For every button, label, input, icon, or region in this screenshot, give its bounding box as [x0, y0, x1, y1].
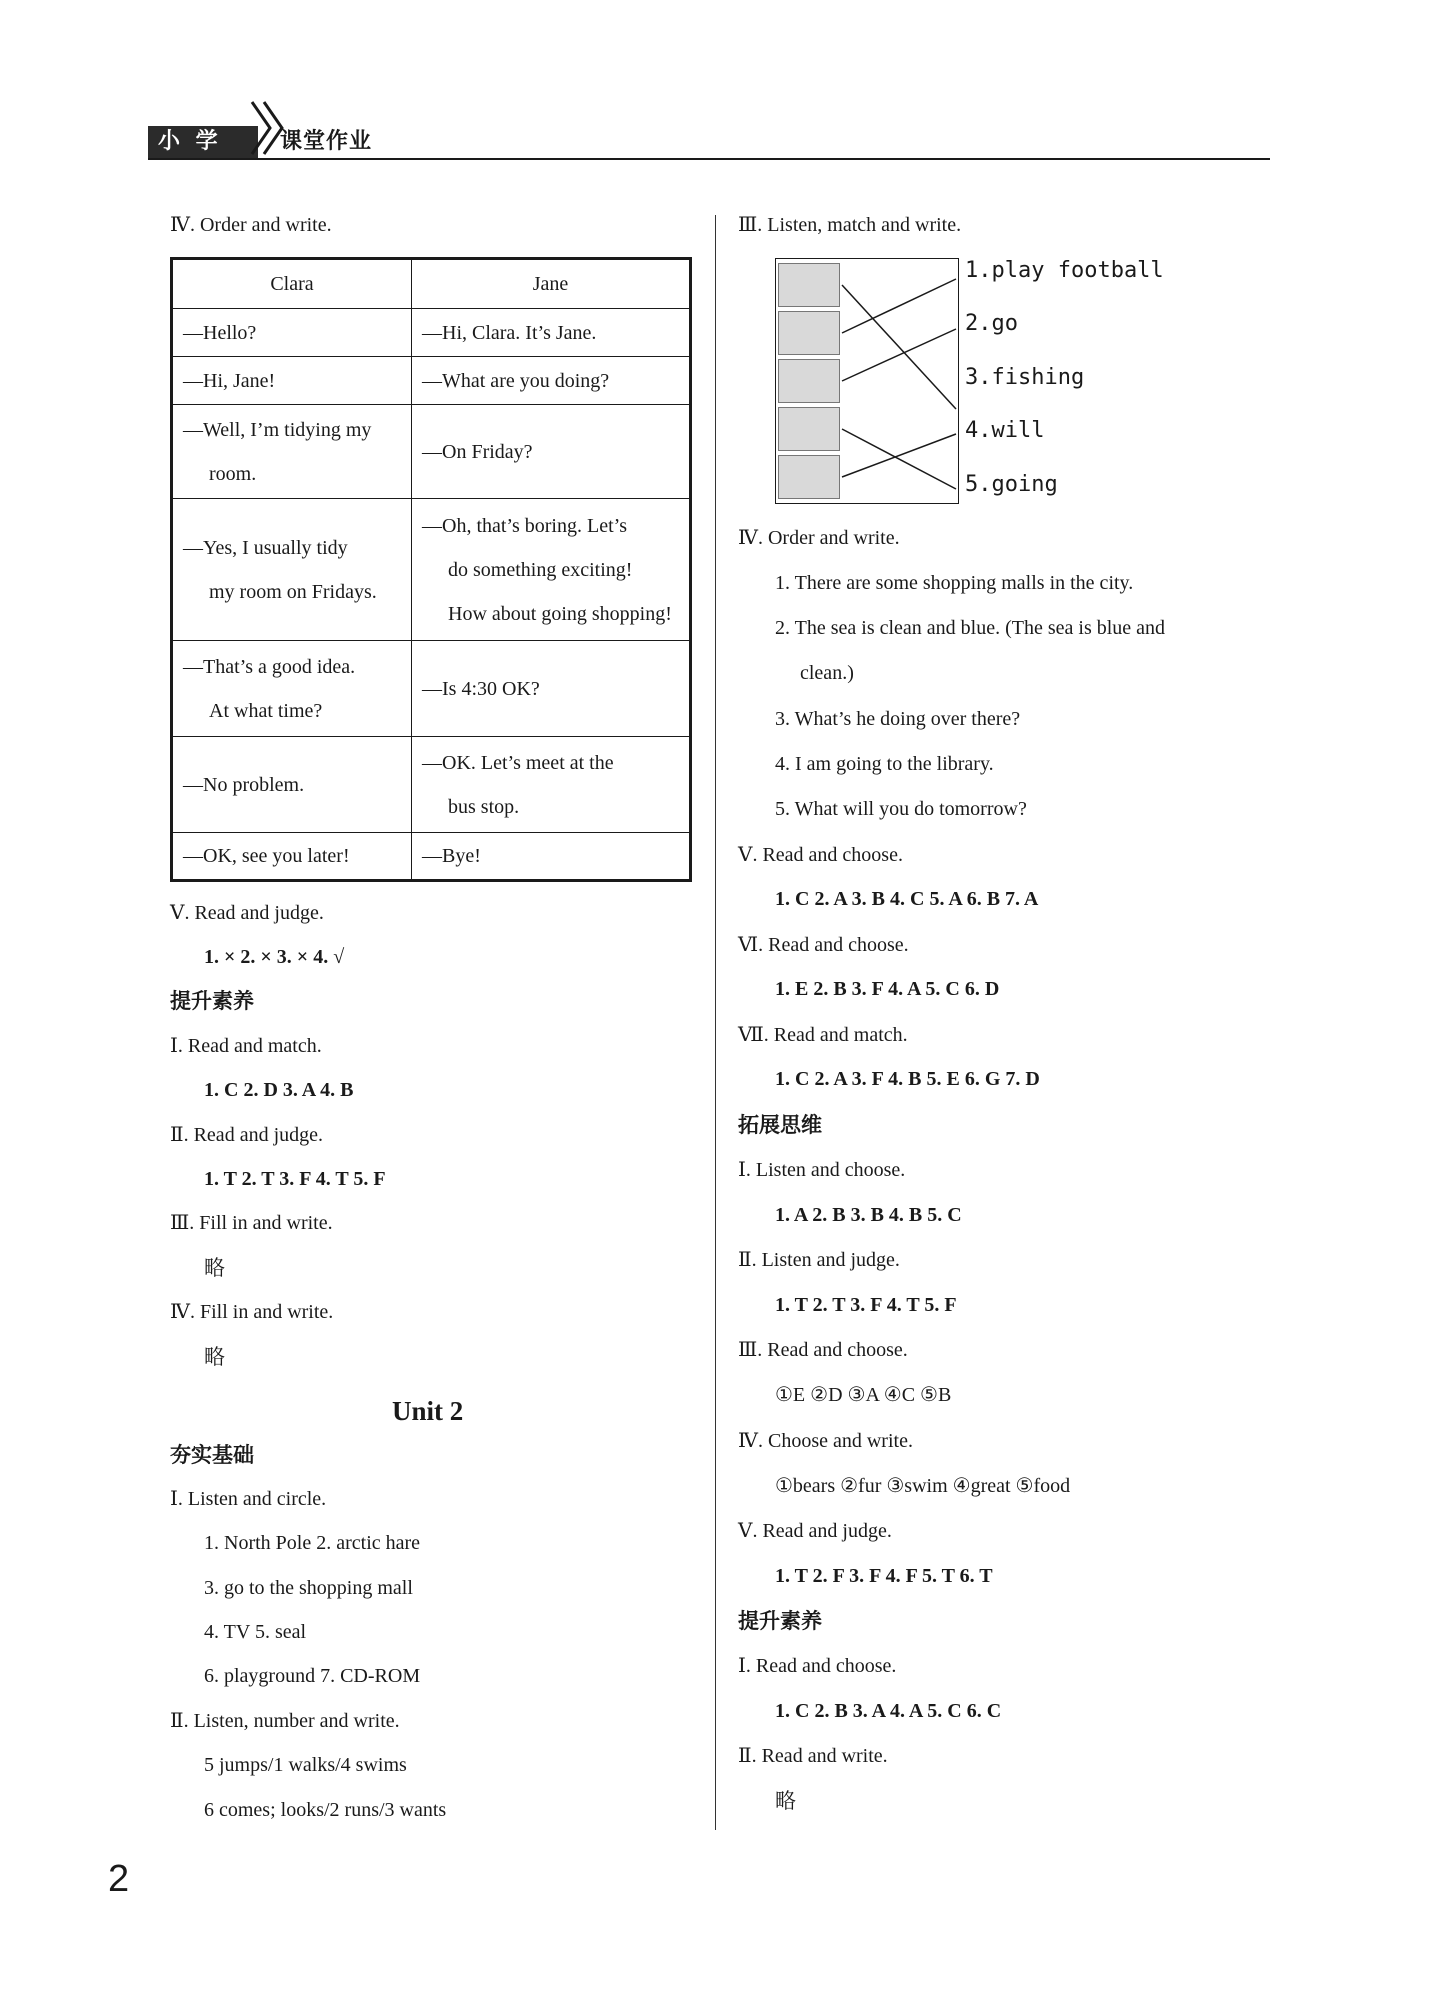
answer-line: 1. A 2. B 3. B 4. B 5. C [775, 1204, 962, 1226]
section-title: Ⅳ. Order and write. [738, 527, 900, 549]
answer-line: 略 [775, 1789, 796, 1813]
children-playing-picture [778, 311, 840, 355]
section-title: Ⅲ. Listen, match and write. [738, 214, 962, 236]
answer-line: 1. T 2. T 3. F 4. T 5. F [204, 1168, 386, 1190]
dialogue-text: —Hello? [183, 321, 257, 344]
answer-line: 略 [204, 1345, 225, 1369]
match-option: 3.fishing [965, 365, 1085, 390]
clara-line [172, 405, 412, 499]
answer-line: ①bears ②fur ③swim ④great ⑤food [775, 1475, 1071, 1497]
category-heading: 拓展思维 [738, 1113, 822, 1137]
section-title: Ⅶ. Read and match. [738, 1024, 908, 1046]
dialogue-text: —That’s a good idea. [183, 655, 356, 678]
category-heading: 提升素养 [738, 1609, 822, 1633]
table-header-jane: Jane [412, 259, 691, 309]
answer-line: 1. × 2. × 3. × 4. √ [204, 946, 345, 968]
match-option: 1.play football [965, 258, 1164, 283]
header-rule [148, 158, 1270, 160]
fishing-picture [778, 263, 840, 307]
header-level: 小 学 [158, 129, 222, 154]
section-title: Ⅴ. Read and judge. [738, 1520, 892, 1542]
table-row [172, 499, 691, 641]
answer-line: 1. E 2. B 3. F 4. A 5. C 6. D [775, 978, 1000, 1000]
dialogue-text: —Hi, Clara. It’s Jane. [422, 321, 597, 344]
answer-line: 1. C 2. A 3. B 4. C 5. A 6. B 7. A [775, 888, 1039, 910]
clara-line [172, 499, 412, 641]
section-title: Ⅴ. Read and choose. [738, 844, 903, 866]
dialogue-text: —Oh, that’s boring. Let’s [422, 514, 627, 537]
answer-line: 3. What’s he doing over there? [775, 708, 1021, 730]
jane-line [412, 309, 691, 357]
dialogue-text: do something exciting! [448, 558, 633, 581]
family-picture [778, 455, 840, 499]
dialogue-text: —OK. Let’s meet at the [422, 751, 614, 774]
clara-line [172, 357, 412, 405]
dialogue-text: —Hi, Jane! [183, 369, 276, 392]
dialogue-text: How about going shopping! [448, 602, 672, 625]
section-title: Ⅱ. Listen and judge. [738, 1249, 900, 1271]
table-row [172, 309, 691, 357]
answer-line: 1. C 2. A 3. F 4. B 5. E 6. G 7. D [775, 1068, 1040, 1090]
section-title: Ⅲ. Fill in and write. [170, 1212, 333, 1234]
clara-line [172, 309, 412, 357]
section-title: Ⅳ. Choose and write. [738, 1430, 913, 1452]
answer-line: clean.) [800, 662, 854, 684]
section-title: Ⅱ. Read and write. [738, 1745, 888, 1767]
answer-line: 1. T 2. F 3. F 4. F 5. T 6. T [775, 1565, 993, 1587]
answer-line: 2. The sea is clean and blue. (The sea is blue and [775, 617, 1166, 639]
table-row [172, 737, 691, 833]
jane-line [412, 737, 691, 833]
dialogue-text: —Is 4:30 OK? [422, 677, 540, 700]
section-title: Ⅱ. Read and judge. [170, 1124, 323, 1146]
table-row [172, 357, 691, 405]
dialogue-text: —No problem. [183, 773, 305, 796]
dialogue-text: —What are you doing? [422, 369, 610, 392]
jane-line [412, 641, 691, 737]
answer-line: 略 [204, 1256, 225, 1280]
clara-line [172, 737, 412, 833]
street-picture [778, 407, 840, 451]
section-title: Ⅲ. Read and choose. [738, 1339, 908, 1361]
category-heading: 提升素养 [170, 989, 254, 1013]
section-title: Ⅰ. Listen and circle. [170, 1488, 327, 1510]
category-heading: 夯实基础 [170, 1443, 254, 1467]
unit-title: Unit 2 [392, 1396, 464, 1426]
table-header-clara: Clara [172, 259, 412, 309]
section-title: Ⅰ. Read and match. [170, 1035, 322, 1057]
jane-line [412, 499, 691, 641]
answer-line: 4. TV 5. seal [204, 1621, 307, 1643]
match-option: 2.go [965, 311, 1018, 336]
section-title: Ⅰ. Listen and choose. [738, 1159, 906, 1181]
dialogue-text: At what time? [209, 699, 323, 722]
page-number: 2 [108, 1858, 130, 1900]
section-title: Ⅰ. Read and choose. [738, 1655, 897, 1677]
answer-line: 4. I am going to the library. [775, 753, 994, 775]
section-title: Ⅱ. Listen, number and write. [170, 1710, 400, 1732]
match-option: 5.going [965, 472, 1058, 497]
answer-line: 6. playground 7. CD-ROM [204, 1665, 421, 1687]
dialogue-text: —On Friday? [422, 440, 533, 463]
answer-line: 3. go to the shopping mall [204, 1577, 413, 1599]
answer-line: 1. T 2. T 3. F 4. T 5. F [775, 1294, 957, 1316]
dialogue-text: —Well, I’m tidying my [183, 418, 372, 441]
clara-line [172, 833, 412, 881]
header-title: 课堂作业 [280, 129, 373, 154]
page-header [148, 98, 1270, 162]
jane-line [412, 833, 691, 881]
table-row [172, 833, 691, 881]
dialogue-text: bus stop. [448, 795, 520, 818]
clara-line [172, 641, 412, 737]
answer-line: 1. C 2. D 3. A 4. B [204, 1079, 354, 1101]
column-divider [715, 215, 716, 1830]
match-option: 4.will [965, 418, 1045, 443]
answer-line: 1. There are some shopping malls in the city. [775, 572, 1134, 594]
answer-line: 1. C 2. B 3. A 4. A 5. C 6. C [775, 1700, 1002, 1722]
answer-line: 5. What will you do tomorrow? [775, 798, 1027, 820]
answer-line: 5 jumps/1 walks/4 swims [204, 1754, 407, 1776]
dialogue-text: —Yes, I usually tidy [183, 536, 348, 559]
table-row [172, 641, 691, 737]
section-title: Ⅳ. Fill in and write. [170, 1301, 334, 1323]
section-title: Ⅳ. Order and write. [170, 214, 332, 236]
dialogue-text: —Bye! [422, 845, 481, 867]
table-row [172, 405, 691, 499]
answer-line: 1. North Pole 2. arctic hare [204, 1532, 421, 1554]
dialogue-text: my room on Fridays. [209, 580, 377, 603]
dialogue-text: room. [209, 462, 257, 485]
matching-pictures-box [775, 258, 959, 504]
dialogue-table [170, 257, 692, 882]
section-title: Ⅴ. Read and judge. [170, 902, 324, 924]
jane-line [412, 357, 691, 405]
jane-line [412, 405, 691, 499]
matching-lines [840, 259, 958, 503]
answer-line: ①E ②D ③A ④C ⑤B [775, 1384, 952, 1406]
section-title: Ⅵ. Read and choose. [738, 934, 909, 956]
dialogue-text: —OK, see you later! [183, 845, 350, 867]
answer-line: 6 comes; looks/2 runs/3 wants [204, 1799, 447, 1821]
girl-at-door-picture [778, 359, 840, 403]
